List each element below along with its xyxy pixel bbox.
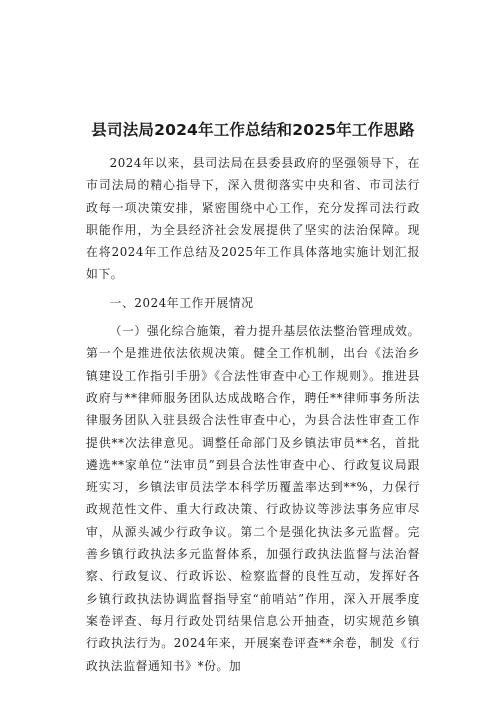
document-title: 县司法局2024年工作总结和2025年工作思路 <box>91 121 415 139</box>
section-paragraph: （一）强化综合施策，着力提升基层依法整治管理成效。第一个是推进依法依规决策。健全工作机制，出台《法治乡镇建设工作指引手册》《合法性审查中心工作规则》。推进县政府与**律师服务团队达成战略合作，聘任**律师事务所法律服务团队入驻县级合法性审查中心，为县合法性审查工作提供**次法律意见。调整任命部门及乡镇法审员**名，首批遴选**家单位“法审员”到县合法性审查中心、行政复议局跟班实习，乡镇法审员法学本科学历覆盖率达到**%，力保行政规范性文件、重大行政决策、行政协议等涉法事务应审尽审，从源头减少行政争议。第二个是强化执法多元监督。完善乡镇行政执法多元监督体系，加强行政执法监督与法治督察、行政复议、行政诉讼、检察监督的良性互动，发挥好各乡镇行政执法协调监督指导室“前哨站”作用，深入开展季度案卷评查、每月行政处罚结果信息公开抽查，切实规范乡镇行政执法行为。2024年来，开展案卷评查**余卷，制发《行政执法监督通知书》*份。加 <box>86 324 420 673</box>
document-body <box>86 120 420 677</box>
intro-paragraph: 2024年以来，县司法局在县委县政府的坚强领导下，在市司法局的精心指导下，深入贯彻落实中央和省、市司法行政每一项决策安排，紧密围绕中心工作，充分发挥司法行政职能作用，为全县经济社会发展提供了坚实的法治保障。现在将2024年工作总结及2025年工作具体落地实施计划汇报如下。 <box>86 156 420 282</box>
section-heading: 一、2024年工作开展情况 <box>109 295 254 310</box>
